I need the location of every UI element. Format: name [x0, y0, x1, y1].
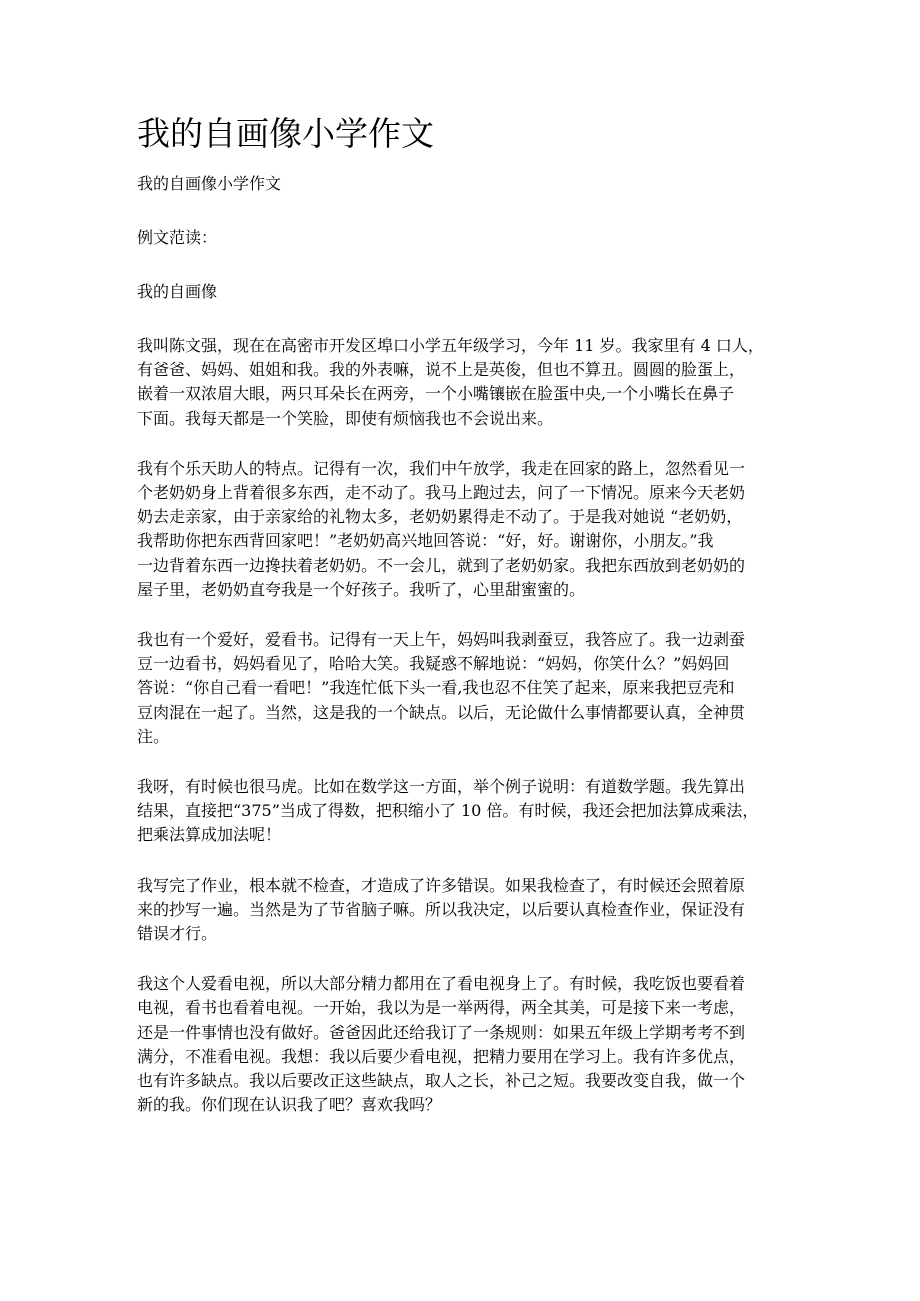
paragraph-line: 我也有一个爱好，爱看书。记得有一天上午，妈妈叫我剥蚕豆，我答应了。我一边剥蚕 [137, 630, 746, 650]
paragraph-line: 我有个乐天助人的特点。记得有一次，我们中午放学，我走在回家的路上，忽然看见一 [137, 458, 746, 478]
paragraph-line: 来的抄写一遍。当然是为了节省脑子嘛。所以我决定，以后要认真检查作业，保证没有 [137, 899, 746, 919]
example-label: 例文范读： [137, 228, 218, 247]
paragraph-line: 也有许多缺点。我以后要改正这些缺点，取人之长，补己之短。我要改变自我，做一个 [137, 1071, 746, 1091]
paragraph-2 [137, 457, 797, 602]
paragraph-line: 有爸爸、妈妈、姐姐和我。我的外表嘛，说不上是英俊，但也不算丑。圆圆的脸蛋上， [137, 360, 746, 380]
paragraph-line: 电视，看书也看着电视。一开始，我以为是一举两得，两全其美，可是接下来一考虑， [137, 998, 746, 1018]
paragraph-6 [137, 972, 797, 1117]
paragraph-3 [137, 628, 797, 749]
paragraph-1 [137, 334, 797, 431]
paragraph-line: 注。 [137, 726, 170, 746]
paragraph-line: 我这个人爱看电视，所以大部分精力都用在了看电视身上了。有时候，我吃饭也要看着 [137, 974, 746, 994]
paragraph-line: 豆一边看书，妈妈看见了，哈哈大笑。我疑惑不解地说：“妈妈，你笑什么？”妈妈回 [137, 654, 730, 674]
paragraph-line: 我呀，有时候也很马虎。比如在数学这一方面，举个例子说明：有道数学题。我先算出 [137, 777, 746, 797]
paragraph-line: 奶去走亲家，由于亲家给的礼物太多，老奶奶累得走不动了。于是我对她说 “老奶奶， [137, 507, 743, 527]
paragraph-line: 下面。我每天都是一个笑脸，即使有烦恼我也不会说出来。 [137, 408, 554, 428]
paragraph-line: 满分，不准看电视。我想：我以后要少看电视，把精力要用在学习上。我有许多优点， [137, 1046, 746, 1066]
essay-title: 我的自画像 [137, 282, 218, 301]
paragraph-line: 一边背着东西一边搀扶着老奶奶。不一会儿，就到了老奶奶家。我把东西放到老奶奶的 [137, 555, 746, 575]
paragraph-line: 屋子里，老奶奶直夸我是一个好孩子。我听了，心里甜蜜蜜的。 [137, 579, 586, 599]
paragraph-line: 我叫陈文强，现在在高密市开发区埠口小学五年级学习，今年 11 岁。我家里有 4 口人， [137, 336, 764, 355]
document-page [137, 112, 797, 1143]
paragraph-line: 个老奶奶身上背着很多东西，走不动了。我马上跑过去，问了一下情况。原来今天老奶 [137, 483, 746, 503]
paragraph-line: 我写完了作业，根本就不检查，才造成了许多错误。如果我检查了，有时候还会照着原 [137, 875, 746, 895]
paragraph-line: 我帮助你把东西背回家吧！”老奶奶高兴地回答说：“好，好。谢谢你，小朋友。”我 [137, 531, 714, 551]
paragraph-line: 嵌着一双浓眉大眼，两只耳朵长在两旁，一个小嘴镶嵌在脸蛋中央,一个小嘴长在鼻子 [137, 384, 735, 404]
paragraph-line: 错误才行。 [137, 924, 218, 944]
paragraph-line: 还是一件事情也没有做好。爸爸因此还给我订了一条规则：如果五年级上学期考考不到 [137, 1022, 746, 1042]
paragraph-line: 答说：“你自己看一看吧！”我连忙低下头一看,我也忍不住笑了起来，原来我把豆壳和 [137, 678, 735, 698]
paragraph-line: 结果，直接把“375”当成了得数，把积缩小了 10 倍。有时候，我还会把加法算成乘法， [137, 801, 759, 821]
paragraph-4 [137, 775, 797, 848]
document-title: 我的自画像小学作文 [137, 114, 434, 153]
paragraph-5 [137, 874, 797, 947]
paragraph-line: 豆肉混在一起了。当然，这是我的一个缺点。以后，无论做什么事情都要认真，全神贯 [137, 702, 746, 722]
document-subtitle: 我的自画像小学作文 [137, 174, 282, 193]
paragraph-line: 新的我。你们现在认识我了吧？喜欢我吗？ [137, 1095, 442, 1115]
paragraph-line: 把乘法算成加法呢！ [137, 825, 282, 845]
